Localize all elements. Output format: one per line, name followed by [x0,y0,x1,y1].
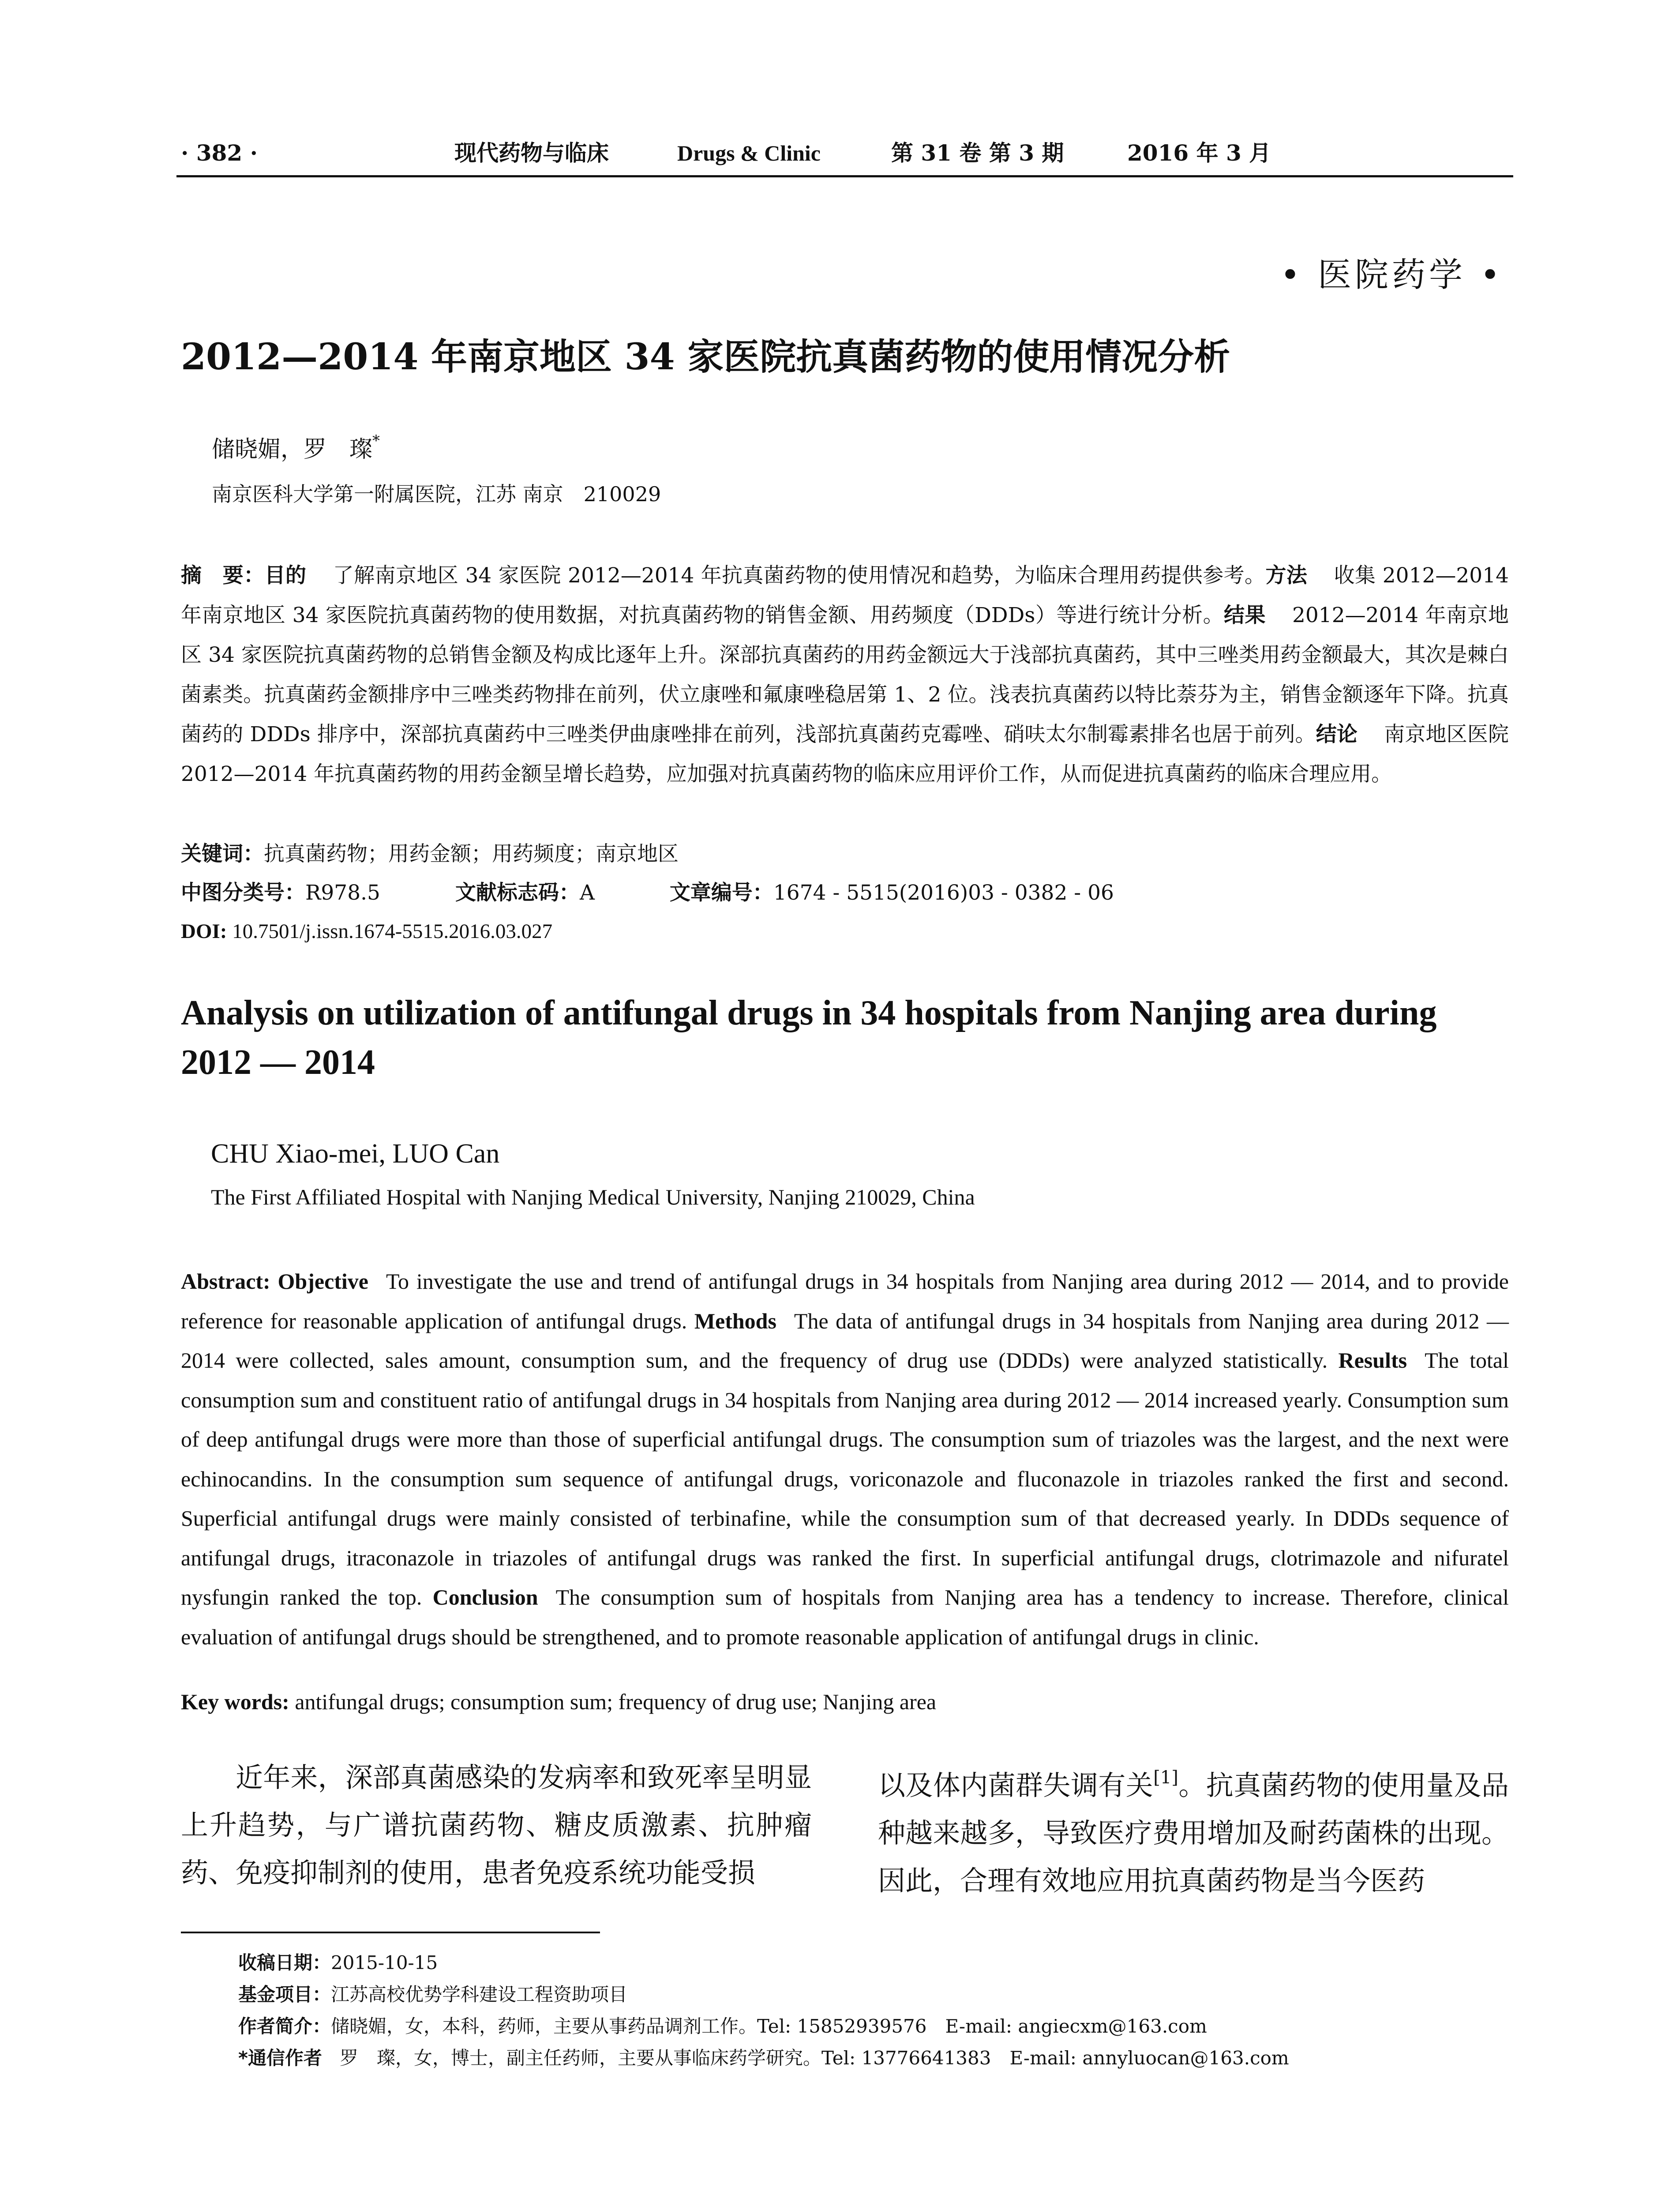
issue-info: 第 31 卷 第 3 期 [891,140,1064,166]
footnote-received [238,1954,438,1972]
keywords-cn-text: 抗真菌药物；用药金额；用药频度；南京地区 [264,842,679,866]
doc-code-label: 文献标志码： [455,881,580,905]
clc-value: R978.5 [305,881,380,905]
abstract-cn-label: 摘 要： [181,563,265,588]
conclusion-en-label: Conclusion [432,1585,538,1609]
authors-en: CHU Xiao-mei, LUO Can [211,1139,500,1169]
article-no-label: 文章编号： [669,881,773,905]
methods-en-text: The data of antifungal drugs in 34 hospitals from Nanjing area during 2012 — 2014 were collected, sales amount, consumption sum, and the frequency of drug use (DDDs) were analyzed statistically. [181,1308,1509,1373]
article-no-value: 1674 - 5515(2016)03 - 0382 - 06 [773,881,1114,905]
keywords-en-label: Key words: [181,1689,289,1714]
classification-line [181,882,1114,903]
body-right-text-a: 以及体内菌群失调有关 [878,1769,1154,1801]
footnote-fund [238,1985,627,2004]
conclusion-text: 南京地区医院 2012—2014 年抗真菌药物的用药金额呈增长趋势，应加强对抗真菌药物的临床应用评价工作，从而促进抗真菌药的临床合理应用。 [181,722,1509,786]
corresponding-value: 罗 璨，女，博士，副主任药师，主要从事临床药学研究。Tel: 13776641383 E-mail: annyluocan@163.com [339,2047,1289,2069]
objective-label: 目的 [264,563,307,588]
author-info-value: 储晓媚，女，本科，药师，主要从事药品调剂工作。Tel: 15852939576 E-mail: angiecxm@163.com [331,2015,1207,2037]
received-label: 收稿日期： [238,1952,331,1973]
affiliation-en: The First Affiliated Hospital with Nanjing Medical University, Nanjing 210029, China [211,1185,975,1209]
abstract-en-label: Abstract: Objective [181,1269,368,1294]
affiliation-cn: 南京医科大学第一附属医院，江苏 南京 210029 [212,482,661,506]
results-text: 2012—2014 年南京地区 34 家医院抗真菌药物的总销售金额及构成比逐年上升。深部抗真菌药的用药金额远大于浅部抗真菌药，其中三唑类用药金额最大，其次是棘白菌素类。抗真菌药金额排序中三唑类药物排在前列，伏立康唑和氟康唑稳居第 1、2 位。浅表抗真菌药以特比萘芬为主，销售金额逐年下降。抗真菌药的 DDDs 排序中，深部抗真菌药中三唑类伊曲康唑排在前列，浅部抗真菌药克霉唑、硝呋太尔制霉素排名也居于前列。 [181,603,1509,747]
citation-ref[interactable]: [1] [1153,1767,1178,1788]
methods-en-label: Methods [694,1308,776,1333]
footnote-author [238,2017,1207,2036]
keywords-en [181,1682,1509,1722]
title-cn: 2012—2014 年南京地区 34 家医院抗真菌药物的使用情况分析 [181,336,1230,378]
footnote-corresponding [238,2049,1289,2067]
doi-value[interactable]: 10.7501/j.issn.1674-5515.2016.03.027 [232,920,553,943]
doi-line [181,921,552,942]
results-en-label: Results [1338,1348,1407,1373]
objective-text: 了解南京地区 34 家医院 2012—2014 年抗真菌药物的使用情况和趋势，为临床合理用药提供参考。 [333,563,1266,588]
conclusion-label: 结论 [1316,722,1358,747]
results-label: 结果 [1224,603,1266,627]
doi-label: DOI: [181,920,227,943]
column-label: • 医院药学 • [1280,255,1504,294]
fund-value: 江苏高校优势学科建设工程资助项目 [331,1984,628,2005]
abstract-en [181,1262,1509,1657]
clc-label: 中图分类号： [181,881,305,905]
objective-en-text: To investigate the use and trend of antifungal drugs in 34 hospitals from Nanjing area during 2012 — 2014, and to provide reference for reasonable application of antifungal drugs. [181,1269,1509,1333]
methods-text: 收集 2012—2014 年南京地区 34 家医院抗真菌药物的使用数据，对抗真菌药物的销售金额、用药频度（DDDs）等进行统计分析。 [181,563,1509,627]
authors-cn [212,431,380,464]
methods-label: 方法 [1265,563,1308,588]
results-en-text: The total consumption sum and constituent ratio of antifungal drugs in 34 hospitals from Nanjing area during 2012 — 2014 increased yearly. Consumption sum of deep antifungal drugs were more than those of superficial antifungal drugs. The consumption sum of triazoles was the largest, and the next were echinocandins. In the consumption sum sequence of antifungal drugs, voriconazole and fluconazole in triazoles ranked the first and second. Superficial antifungal drugs were mainly consisted of terbinafine, while the consumption sum of that decreased yearly. In DDDs sequence of antifungal drugs, itraconazole in triazoles of antifungal drugs was ranked the first. In superficial antifungal drugs, clotrimazole and nifuratel nysfungin ranked the top. [181,1348,1509,1609]
keywords-cn [181,844,679,864]
header-rule [176,175,1513,177]
issue-date: 2016 年 3 月 [1127,140,1271,166]
body-column-right [878,1754,1509,1905]
received-value: 2015-10-15 [331,1952,438,1973]
conclusion-en-text: The consumption sum of hospitals from Nanjing area has a tendency to increase. Therefore, clinical evaluation of antifungal drugs should be strengthened, and to promote reasonable application of antifungal drugs in clinic. [181,1585,1509,1649]
keywords-en-text: antifungal drugs; consumption sum; frequency of drug use; Nanjing area [295,1689,937,1714]
fund-label: 基金项目： [238,1984,331,2005]
journal-name-en: Drugs & Clinic [677,141,821,165]
doc-code-value: A [579,881,595,905]
abstract-cn [181,556,1509,794]
body-right-text-b: 。抗真菌药物的使用量及品种越来越多，导致医疗费用增加及耐药菌株的出现。因此，合理有效地应用抗真菌药物是当今医药 [878,1769,1509,1897]
footnote-rule [181,1932,600,1933]
journal-name-cn: 现代药物与临床 [454,140,609,166]
body-column-left: 近年来，深部真菌感染的发病率和致死率呈明显上升趋势，与广谱抗菌药物、糖皮质激素、抗肿瘤药、免疫抑制剂的使用，患者免疫系统功能受损 [181,1761,812,1889]
authors-cn-names: 储晓媚，罗 璨 [212,436,373,463]
keywords-cn-label: 关键词： [181,842,264,866]
title-en: Analysis on utilization of antifungal drugs in 34 hospitals from Nanjing area during 2012 — 2014 [181,994,1437,1082]
page-number: · 382 · [181,140,258,166]
corresponding-mark: * [372,432,380,450]
author-info-label: 作者简介： [238,2015,331,2037]
corresponding-label: *通信作者 [238,2047,322,2069]
